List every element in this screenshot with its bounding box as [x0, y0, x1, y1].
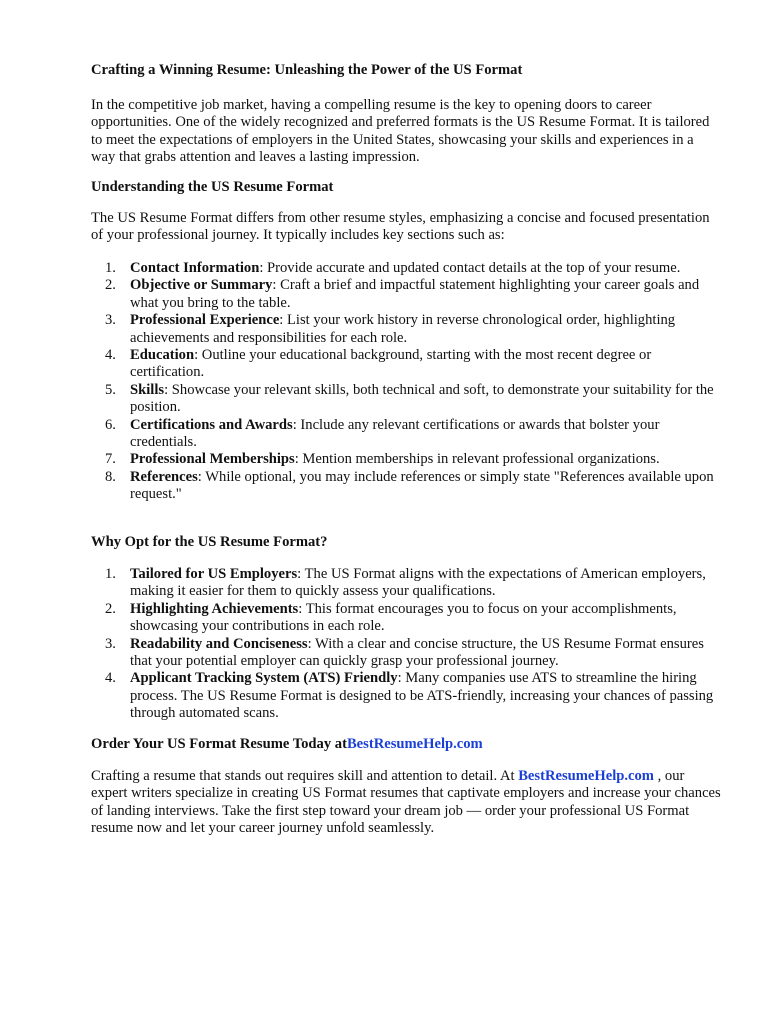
list-item-text: Include any relevant certifications or awards that bolster your credentials.: [130, 416, 660, 451]
list-item: [91, 260, 721, 277]
list-item-text: Many companies use ATS to streamline the hiring process. The US Resume Format is designed to be ATS-friendly, increasing your chances of passing through automated scans.: [130, 670, 714, 722]
list-item-separator: :: [298, 600, 303, 617]
list-item-separator: :: [294, 451, 299, 468]
list-item-separator: :: [259, 260, 264, 276]
list-item: [91, 451, 721, 468]
list-item-separator: :: [397, 670, 402, 687]
list-item-number: 5.: [105, 381, 116, 398]
list-item-number: 4.: [105, 347, 116, 364]
list-item-separator: :: [164, 381, 169, 398]
list-item-separator: :: [292, 416, 297, 433]
list-item: [91, 566, 721, 601]
bestresumehelp-inline-link[interactable]: BestResumeHelp.com: [518, 768, 654, 784]
list-item-label: References: [130, 468, 198, 485]
list-item: [91, 277, 721, 312]
list-item: [91, 382, 721, 417]
list-item-text: Showcase your relevant skills, both technical and soft, to demonstrate your suitability for the position.: [130, 381, 714, 416]
list-item-text: This format encourages you to focus on your accomplishments, showcasing your contributions in each role.: [130, 600, 677, 635]
list-item-label: Readability and Conciseness: [130, 635, 308, 652]
document-title: Crafting a Winning Resume: Unleashing the Power of the US Format: [91, 62, 523, 78]
list-item: [91, 636, 721, 671]
list-item-label: Tailored for US Employers: [130, 566, 298, 582]
list-item-separator: :: [279, 312, 284, 329]
list-item: [91, 417, 721, 452]
section-heading-understanding: Understanding the US Resume Format: [91, 179, 334, 195]
list-item-text: List your work history in reverse chronological order, highlighting achievements and responsibilities for each role.: [130, 312, 676, 346]
list-item-number: 7.: [105, 451, 116, 468]
resume-sections-list: [91, 260, 721, 504]
list-item-label: Professional Memberships: [130, 451, 295, 468]
order-paragraph-end: , our expert writers specialize in creating US Format resumes that captivate employers and increase your chances of landing interviews. Take the first step toward your dream job — order your professional US Format resume now and let your career journey unfold seamlessly.: [91, 768, 721, 837]
list-item-label: Professional Experience: [130, 312, 280, 329]
list-item-label: Certifications and Awards: [130, 416, 293, 433]
benefits-list: [91, 566, 721, 723]
list-item-number: 1.: [105, 260, 116, 276]
list-item-label: Highlighting Achievements: [130, 600, 299, 617]
list-item-text: While optional, you may include references or simply state "References available upon request.": [130, 468, 714, 503]
list-item: [91, 347, 721, 382]
list-item-separator: :: [307, 635, 312, 652]
bestresumehelp-link[interactable]: BestResumeHelp.com: [346, 736, 483, 752]
section-heading-why: Why Opt for the US Resume Format?: [91, 534, 328, 550]
order-paragraph: [91, 768, 721, 838]
order-paragraph-start: Crafting a resume that stands out requires skill and attention to detail. At: [91, 768, 519, 784]
list-item: [91, 312, 721, 347]
list-item-number: 2.: [105, 600, 116, 617]
list-item-number: 3.: [105, 635, 116, 652]
list-item-number: 8.: [105, 468, 116, 485]
list-item: [91, 670, 721, 722]
list-item-separator: :: [194, 347, 199, 364]
list-item-separator: :: [197, 468, 202, 485]
section-heading-order: [91, 736, 721, 753]
list-item-label: Contact Information: [130, 260, 260, 276]
list-item-text: Provide accurate and updated contact details at the top of your resume.: [263, 260, 681, 276]
list-item-separator: :: [297, 566, 302, 582]
list-item-number: 4.: [105, 670, 116, 687]
list-item-text: The US Format aligns with the expectations of American employers, making it easier for them to quickly assess your qualifications.: [130, 566, 706, 600]
list-item-label: Education: [130, 347, 195, 364]
list-item-number: 3.: [105, 312, 116, 329]
list-item-label: Skills: [130, 381, 165, 398]
list-item-text: Outline your educational background, starting with the most recent degree or certification.: [130, 347, 652, 381]
list-item-text: With a clear and concise structure, the US Resume Format ensures that your potential employer can quickly grasp your professional journey.: [130, 635, 704, 670]
list-item-number: 2.: [105, 277, 116, 294]
list-item-text: Mention memberships in relevant professional organizations.: [298, 451, 660, 468]
list-item: [91, 601, 721, 636]
intro-paragraph: In the competitive job market, having a compelling resume is the key to opening doors to career opportunities. One of the widely recognized and preferred formats is the US Resume Format. It is tailored to meet the expectations of employers in the United States, showcasing your skills and experiences in a way that grabs attention and leaves a lasting impression.: [91, 97, 710, 166]
order-heading-text: Order Your US Format Resume Today at: [91, 736, 347, 752]
list-item-text: Craft a brief and impactful statement highlighting your career goals and what you bring to the table.: [130, 277, 700, 311]
list-item-label: Objective or Summary: [130, 277, 273, 294]
list-item-separator: :: [272, 277, 277, 294]
list-item-number: 1.: [105, 566, 116, 582]
list-item: [91, 469, 721, 504]
list-item-label: Applicant Tracking System (ATS) Friendly: [130, 670, 398, 687]
list-item-number: 6.: [105, 416, 116, 433]
section-paragraph-understanding: The US Resume Format differs from other resume styles, emphasizing a concise and focused presentation of your professional journey. It typically includes key sections such as:: [91, 210, 710, 244]
